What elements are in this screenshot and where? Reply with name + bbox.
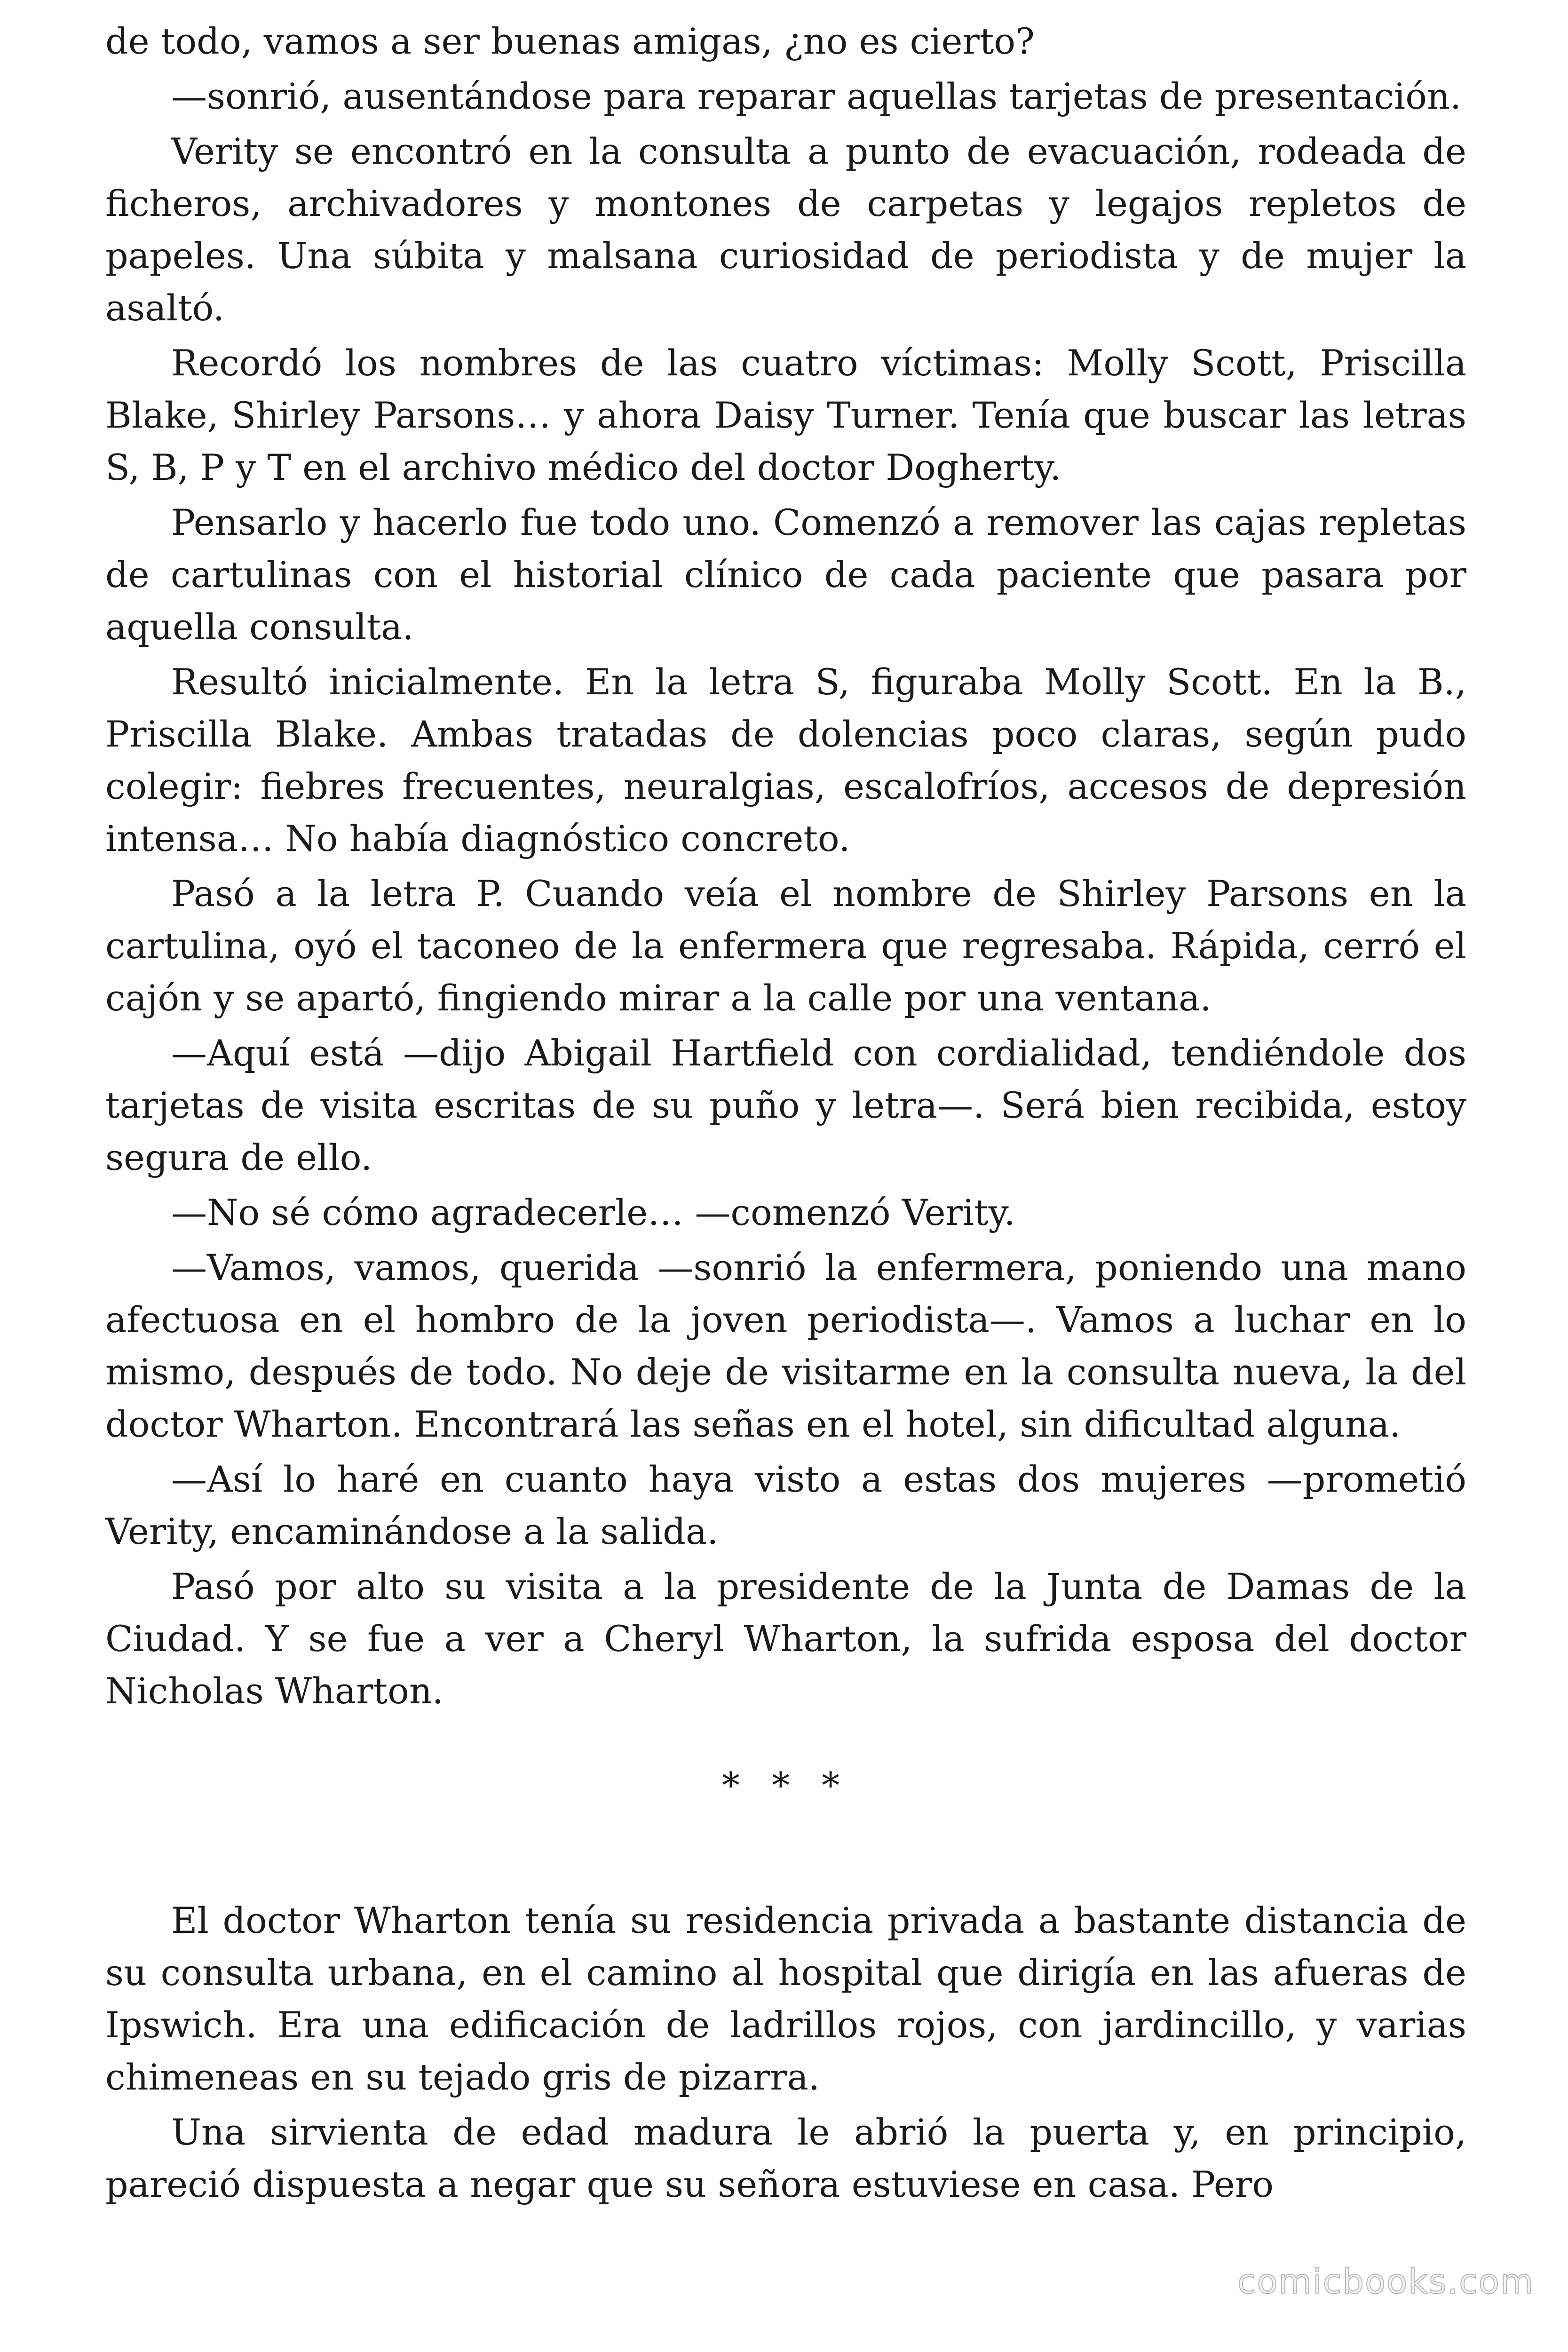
paragraph: —Vamos, vamos, querida —sonrió la enfermera, poniendo una mano afectuosa en el hombro de la joven periodista—. Vamos a luchar en lo mismo, después de todo. No deje de visitarme en la consulta nueva, la del doctor Wharton. Encontrará las señas en el hotel, sin dificultad alguna.	[105, 1247, 1466, 1445]
paragraph: de todo, vamos a ser buenas amigas, ¿no es cierto?	[105, 20, 1035, 62]
section-separator: * * *	[721, 1764, 850, 1806]
paragraph: Verity se encontró en la consulta a punto de evacuación, rodeada de ficheros, archivadores y montones de carpetas y legajos repletos de papeles. Una súbita y malsana curiosidad de periodista y de mujer la asaltó.	[105, 130, 1466, 329]
paragraph: —Así lo haré en cuanto haya visto a estas dos mujeres —prometió Verity, encaminándose a la salida.	[105, 1458, 1466, 1552]
paragraph: Pasó por alto su visita a la presidente de la Junta de Damas de la Ciudad. Y se fue a ver a Cheryl Wharton, la sufrida esposa del doctor Nicholas Wharton.	[105, 1565, 1466, 1712]
paragraph: Pasó a la letra P. Cuando veía el nombre de Shirley Parsons en la cartulina, oyó el taconeo de la enfermera que regresaba. Rápida, cerró el cajón y se apartó, fingiendo mirar a la calle por una ventana.	[105, 873, 1466, 1019]
paragraph: Recordó los nombres de las cuatro víctimas: Molly Scott, Priscilla Blake, Shirley Parsons… y ahora Daisy Turner. Tenía que buscar las letras S, B, P y T en el archivo médico del doctor Dogherty.	[105, 342, 1466, 488]
watermark-logo: comicbooks.com	[1237, 2262, 1534, 2301]
paragraph: —No sé cómo agradecerle… —comenzó Verity.	[171, 1192, 1015, 1233]
paragraph: Pensarlo y hacerlo fue todo uno. Comenzó a remover las cajas repletas de cartulinas con el historial clínico de cada paciente que pasara por aquella consulta.	[105, 501, 1466, 648]
paragraph: Resultó inicialmente. En la letra S, figuraba Molly Scott. En la B., Priscilla Blake. Ambas tratadas de dolencias poco claras, según pudo colegir: fiebres frecuentes, neuralgias, escalofríos, accesos de depresión intensa… No había diagnóstico concreto.	[105, 661, 1466, 859]
paragraph: Una sirvienta de edad madura le abrió la puerta y, en principio, pareció dispuesta a negar que su señora estuviese en casa. Pero	[105, 2111, 1466, 2205]
paragraph: El doctor Wharton tenía su residencia privada a bastante distancia de su consulta urbana, en el camino al hospital que dirigía en las afueras de Ipswich. Era una edificación de ladrillos rojos, con jardincillo, y varias chimeneas en su tejado gris de pizarra.	[105, 1899, 1466, 2098]
paragraph: —sonrió, ausentándose para reparar aquellas tarjetas de presentación.	[171, 75, 1462, 117]
book-page	[105, 15, 1466, 2213]
paragraph: —Aquí está —dijo Abigail Hartfield con cordialidad, tendiéndole dos tarjetas de visita escritas de su puño y letra—. Será bien recibida, estoy segura de ello.	[105, 1032, 1466, 1178]
